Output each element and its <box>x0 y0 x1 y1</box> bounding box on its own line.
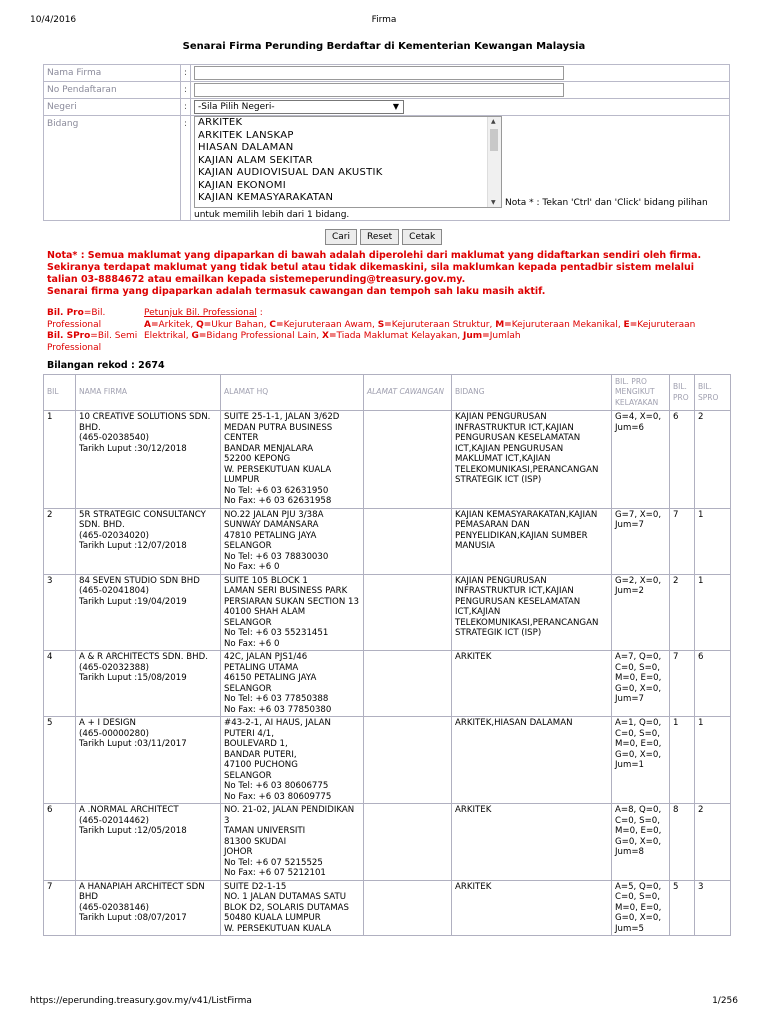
header-alamat-cawangan: ALAMAT CAWANGAN <box>364 375 452 411</box>
header-bil: BIL <box>44 375 76 411</box>
cell-bil-spro: 2 <box>695 411 731 509</box>
table-row <box>44 508 731 574</box>
cell-alamat-hq: #43-2-1, AI HAUS, JALAN PUTERI 4/1, BOULEVARD 1, BANDAR PUTERI, 47100 PUCHONG SELANGOR No Tel: +6 03 80606775 No Fax: +6 03 80609775 <box>221 717 364 804</box>
bil-spro-label: Bil. SPro <box>47 331 91 341</box>
table-row <box>44 804 731 881</box>
cell-alamat-cawangan <box>364 880 452 936</box>
cell-alamat-hq: NO.22 JALAN PJU 3/38A SUNWAY DAMANSARA 47810 PETALING JAYA SELANGOR No Tel: +6 03 78830030 No Fax: +6 0 <box>221 508 364 574</box>
cell-alamat-cawangan <box>364 411 452 509</box>
bidang-nota-cont: untuk memilih lebih dari 1 bidang. <box>194 210 350 220</box>
cell-bidang: KAJIAN KEMASYARAKATAN,KAJIAN PEMASARAN DAN PENYELIDIKAN,KAJIAN SUMBER MANUSIA <box>452 508 612 574</box>
cell-bidang: ARKITEK,HIASAN DALAMAN <box>452 717 612 804</box>
cell-bil-pro: 1 <box>670 717 695 804</box>
bidang-nota: Nota * : Tekan 'Ctrl' dan 'Click' bidang pilihan <box>505 198 708 208</box>
cell-bil-pro: 2 <box>670 574 695 651</box>
cell-alamat-hq: SUITE 105 BLOCK 1 LAMAN SERI BUSINESS PARK PERSIARAN SUKAN SECTION 13 40100 SHAH ALAM SELANGOR No Tel: +6 03 55231451 No Fax: +6 0 <box>221 574 364 651</box>
nama-firma-label: Nama Firma <box>44 65 181 82</box>
cell-bil: 4 <box>44 651 76 717</box>
cell-bil-pro-kelayakan: A=5, Q=0, C=0, S=0, M=0, E=0, G=0, X=0, Jum=5 <box>612 880 670 936</box>
cell-bil: 3 <box>44 574 76 651</box>
cell-bil-pro-kelayakan: A=1, Q=0, C=0, S=0, M=0, E=0, G=0, X=0, Jum=1 <box>612 717 670 804</box>
bidang-option[interactable]: KAJIAN AUDIOVISUAL DAN AKUSTIK <box>198 167 383 178</box>
table-row <box>44 717 731 804</box>
colon: : <box>181 65 191 82</box>
colon: : <box>181 116 191 221</box>
cell-bil-spro: 2 <box>695 804 731 881</box>
reset-button[interactable]: Reset <box>360 229 399 245</box>
table-row <box>44 411 731 509</box>
header-bil-pro-kelayakan: BIL. PRO MENGIKUT KELAYAKAN <box>612 375 670 411</box>
print-header <box>30 15 738 29</box>
bidang-option[interactable]: KAJIAN EKONOMI <box>198 179 286 191</box>
table-row <box>44 880 731 936</box>
cell-bil-pro-kelayakan: G=7, X=0, Jum=7 <box>612 508 670 574</box>
table-row <box>44 651 731 717</box>
cell-bil-pro: 5 <box>670 880 695 936</box>
header-alamat-hq: ALAMAT HQ <box>221 375 364 411</box>
note-1: Nota* : Semua maklumat yang dipaparkan di bawah adalah diperolehi dari maklumat yang didaftarkan sendiri oleh firma. <box>47 250 702 261</box>
cell-nama-firma: 10 CREATIVE SOLUTIONS SDN. BHD. (465-02038540) Tarikh Luput :30/12/2018 <box>76 411 221 509</box>
cell-bil-pro: 8 <box>670 804 695 881</box>
cetak-button[interactable]: Cetak <box>402 229 442 245</box>
cell-nama-firma: A .NORMAL ARCHITECT (465-02014462) Tarikh Luput :12/05/2018 <box>76 804 221 881</box>
bidang-option[interactable]: ARKITEK LANSKAP <box>198 129 294 141</box>
note-2: Sekiranya terdapat maklumat yang tidak betul atau tidak dikemaskini, sila maklumkan kepada pentadbir sistem melalui talian 03-8884672 atau emailkan kepada sistemeperunding@treasury.gov.my. <box>47 262 695 285</box>
print-title: Firma <box>371 15 397 25</box>
cell-bil-spro: 6 <box>695 651 731 717</box>
print-date: 10/4/2016 <box>30 15 77 25</box>
table-row <box>44 574 731 651</box>
cell-alamat-cawangan <box>364 508 452 574</box>
petunjuk-text: A=Arkitek, Q=Ukur Bahan, C=Kejuruteraan Awam, S=Kejuruteraan Struktur, M=Kejuruteraan Mekanikal, E=Kejuruteraan Elektrikal, G=Bidang Professional Lain, X=Tiada Maklumat Kelayakan, Jum=Jumlah <box>144 319 696 341</box>
colon: : <box>181 99 191 116</box>
cell-nama-firma: A HANAPIAH ARCHITECT SDN BHD (465-02038146) Tarikh Luput :08/07/2017 <box>76 880 221 936</box>
cell-bil: 6 <box>44 804 76 881</box>
record-count: Bilangan rekod : 2674 <box>47 360 165 371</box>
form-buttons <box>325 229 442 245</box>
cell-bil: 5 <box>44 717 76 804</box>
listbox-scrollbar[interactable] <box>487 117 501 207</box>
cell-alamat-cawangan <box>364 651 452 717</box>
cell-bidang: KAJIAN PENGURUSAN INFRASTRUKTUR ICT,KAJIAN PENGURUSAN KESELAMATAN ICT,KAJIAN TELEKOMUNIKASI,PERANCANGAN STRATEGIK ICT (ISP) <box>452 574 612 651</box>
bidang-listbox[interactable] <box>194 116 502 208</box>
cell-bil: 7 <box>44 880 76 936</box>
petunjuk-colon: : <box>256 308 263 318</box>
page-title: Senarai Firma Perunding Berdaftar di Kementerian Kewangan Malaysia <box>182 41 586 52</box>
header-nama: NAMA FIRMA <box>76 375 221 411</box>
cell-bidang: ARKITEK <box>452 804 612 881</box>
cell-bil-pro: 7 <box>670 651 695 717</box>
scroll-down-icon[interactable]: ▼ <box>491 199 496 206</box>
cell-alamat-hq: SUITE D2-1-15 NO. 1 JALAN DUTAMAS SATU BLOK D2, SOLARIS DUTAMAS 50480 KUALA LUMPUR W. PERSEKUTUAN KUALA <box>221 880 364 936</box>
negeri-selected-value: -Sila Pilih Negeri- <box>198 102 275 112</box>
cell-bidang: ARKITEK <box>452 880 612 936</box>
cell-bil-pro: 7 <box>670 508 695 574</box>
cell-nama-firma: A + I DESIGN (465-00000280) Tarikh Luput :03/11/2017 <box>76 717 221 804</box>
bidang-option[interactable]: ARKITEK <box>198 117 243 128</box>
no-pendaftaran-label: No Pendaftaran <box>44 82 181 99</box>
cell-alamat-cawangan <box>364 574 452 651</box>
bil-spro-def: =Bil. Semi Professional <box>47 331 138 353</box>
bil-pro-def: =Bil. Professional <box>47 308 106 330</box>
bidang-label: Bidang <box>44 116 181 221</box>
cell-bidang: ARKITEK <box>452 651 612 717</box>
bil-pro-label: Bil. Pro <box>47 308 84 318</box>
cell-bil: 2 <box>44 508 76 574</box>
scroll-thumb[interactable] <box>490 129 498 151</box>
nama-firma-input[interactable] <box>194 66 564 80</box>
cell-bil-pro-kelayakan: G=2, X=0, Jum=2 <box>612 574 670 651</box>
cari-button[interactable]: Cari <box>325 229 357 245</box>
cell-alamat-hq: NO. 21-02, JALAN PENDIDIKAN 3 TAMAN UNIVERSITI 81300 SKUDAI JOHOR No Tel: +6 07 5215525 No Fax: +6 07 5212101 <box>221 804 364 881</box>
header-bil-spro: BIL. SPRO <box>695 375 731 411</box>
cell-bil-spro: 3 <box>695 880 731 936</box>
cell-bil: 1 <box>44 411 76 509</box>
cell-bil-pro-kelayakan: G=4, X=0, Jum=6 <box>612 411 670 509</box>
cell-nama-firma: 84 SEVEN STUDIO SDN BHD (465-02041804) Tarikh Luput :19/04/2019 <box>76 574 221 651</box>
colon: : <box>181 82 191 99</box>
firma-table <box>43 374 731 936</box>
cell-nama-firma: A & R ARCHITECTS SDN. BHD. (465-02032388) Tarikh Luput :15/08/2019 <box>76 651 221 717</box>
cell-alamat-cawangan <box>364 804 452 881</box>
bidang-option[interactable]: KAJIAN ALAM SEKITAR <box>198 154 313 166</box>
bidang-option[interactable]: KAJIAN KEMASYARAKATAN <box>198 192 334 203</box>
table-header-row <box>44 375 731 411</box>
print-page: 1/256 <box>712 996 738 1006</box>
cell-bil-spro: 1 <box>695 574 731 651</box>
cell-bil-spro: 1 <box>695 508 731 574</box>
note-3: Senarai firma yang dipaparkan adalah termasuk cawangan dan tempoh sah laku masih aktif. <box>47 286 546 297</box>
cell-bil-pro: 6 <box>670 411 695 509</box>
notes <box>47 250 727 298</box>
print-url: https://eperunding.treasury.gov.my/v41/ListFirma <box>30 996 252 1006</box>
dropdown-arrow-icon: ▼ <box>392 102 399 111</box>
negeri-select[interactable] <box>194 100 404 114</box>
cell-alamat-cawangan <box>364 717 452 804</box>
cell-alamat-hq: 42C, JALAN PJS1/46 PETALING UTAMA 46150 PETALING JAYA SELANGOR No Tel: +6 03 77850388 No Fax: +6 03 77850380 <box>221 651 364 717</box>
scroll-up-icon[interactable]: ▲ <box>491 118 496 125</box>
cell-bil-spro: 1 <box>695 717 731 804</box>
negeri-label: Negeri <box>44 99 181 116</box>
cell-bidang: KAJIAN PENGURUSAN INFRASTRUKTUR ICT,KAJIAN PENGURUSAN KESELAMATAN ICT,KAJIAN PENGURUSAN MAKLUMAT ICT,KAJIAN TELEKOMUNIKASI,PERANCANGAN STRATEGIK ICT (ISP) <box>452 411 612 509</box>
search-form <box>43 64 730 221</box>
petunjuk-link: Petunjuk Bil. Professional <box>144 308 257 318</box>
bidang-option[interactable]: HIASAN DALAMAN <box>198 142 294 153</box>
cell-nama-firma: 5R STRATEGIC CONSULTANCY SDN. BHD. (465-02034020) Tarikh Luput :12/07/2018 <box>76 508 221 574</box>
header-bil-pro: BIL. PRO <box>670 375 695 411</box>
cell-bil-pro-kelayakan: A=7, Q=0, C=0, S=0, M=0, E=0, G=0, X=0, Jum=7 <box>612 651 670 717</box>
cell-alamat-hq: SUITE 25-1-1, JALAN 3/62D MEDAN PUTRA BUSINESS CENTER BANDAR MENJALARA 52200 KEPONG W. PERSEKUTUAN KUALA LUMPUR No Tel: +6 03 62631950 No Fax: +6 03 62631958 <box>221 411 364 509</box>
no-pendaftaran-input[interactable] <box>194 83 564 97</box>
header-bidang: BIDANG <box>452 375 612 411</box>
cell-bil-pro-kelayakan: A=8, Q=0, C=0, S=0, M=0, E=0, G=0, X=0, Jum=8 <box>612 804 670 881</box>
